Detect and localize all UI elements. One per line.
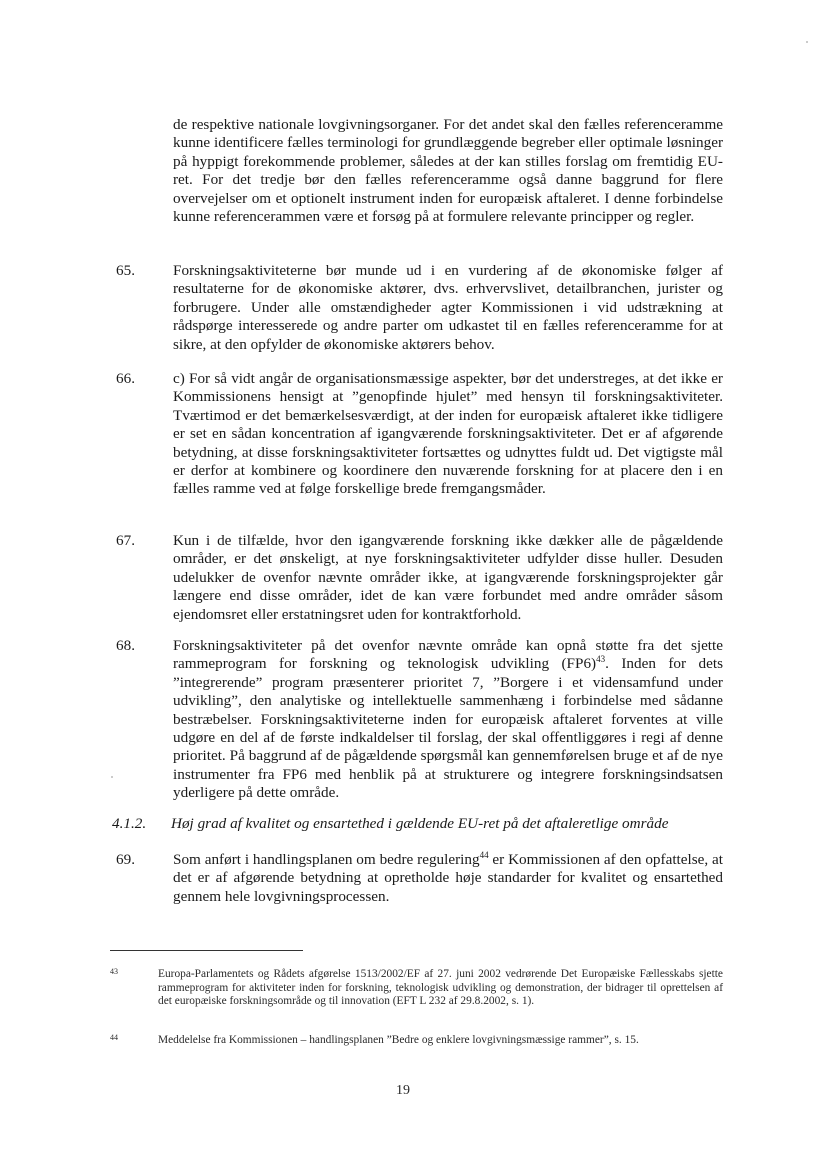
footnote-ref-43[interactable]: 43 (596, 654, 606, 665)
paragraph-text: c) For så vidt angår de organisationsmæssige aspekter, bør det understreges, at det ikke er Kommissionens hensigt at ”genopfinde hjulet” med hensyn til forskningsaktiviteter. Tværtimod er det bemærkelsesværdigt, at der inden for europæisk aftaleret ikke tidligere er set en sådan koncentration af igangværende forskningsaktiviteter. Det er af afgørende betydning, at disse forskningsaktiviteter fortsættes og udnyttes fuldt ud. Det vigtigste mål er derfor at kombinere og koordinere den nuværende forskning for at placere den i en fælles ramme ved at følge forskellige brede fremgangsmåder. (173, 370, 723, 498)
paragraph-69 (116, 851, 723, 906)
section-number: 4.1.2. (112, 815, 147, 832)
paragraph-number: 68. (116, 637, 135, 654)
footnote-44 (110, 1034, 723, 1048)
paragraph-number: 69. (116, 851, 135, 868)
paragraph-text: Forskningsaktiviteterne bør munde ud i en vurdering af de økonomiske følger af resultaterne for de økonomiske aktører, dvs. erhvervslivet, detailbranchen, jurister og forbrugere. Under alle omstændigheder agter Kommissionen i vid udstrækning at rådspørge interesserede og andre parter om udkastet til en fælles referenceramme for at sikre, at den opfylder de økonomiske aktørers behov. (173, 262, 723, 353)
paragraph-text (173, 851, 723, 906)
footnote-text: Meddelelse fra Kommissionen – handlingsplanen ”Bedre og enklere lovgivningsmæssige rammer”, s. 15. (158, 1034, 639, 1046)
paragraph-68 (116, 637, 723, 803)
continuation-paragraph: de respektive nationale lovgivningsorganer. For det andet skal den fælles referenceramme kunne identificere fælles terminologi for grundlæggende begreber eller optimale løsninger på hyppigt forekommende problemer, således at der kan stilles forslag om fremtidig EU-ret. For det tredje bør den fælles referenceramme også danne baggrund for flere overvejelser om et optionelt instrument inden for europæisk aftaleret. I denne forbindelse kunne referencerammen være et forsøg på at formulere relevante principper og regler. (173, 116, 723, 226)
footnote-number: 43 (110, 967, 118, 976)
text-after-footnote: . Inden for dets ”integrerende” program præsenterer prioritet 7, ”Borgere i et vidensamfund under udvikling”, den analytiske og intellektuelle sammenhæng i forbindelse med sådanne bestræbelser. Forskningsaktiviteterne inden for europæisk aftaleret forventes at ville udgøre en del af de første indkaldelser til forslag, der skal offentliggøres i regi af denne prioritet. På baggrund af de pågældende spørgsmål kan gennemførelsen bruge et af de nye instrumenter fra FP6 med henblik på at strukturere og integrere forskningsindsatsen yderligere på dette område. (173, 655, 723, 802)
text-after-footnote: er Kommissionen af den opfattelse, at det er af afgørende betydning at opretholde høje standarder for kvalitet og ensartethed gennem hele lovgivningsprocessen. (173, 851, 723, 905)
paragraph-text (173, 637, 723, 803)
scan-speck (806, 41, 808, 43)
text-before-footnote: Som anført i handlingsplanen om bedre regulering (173, 851, 480, 868)
paragraph-number: 67. (116, 532, 135, 549)
footnote-ref-44[interactable]: 44 (479, 849, 489, 860)
paragraph-66 (116, 370, 723, 499)
footnote-number: 44 (110, 1033, 118, 1042)
footnote-43 (110, 968, 723, 1009)
paragraph-text: Kun i de tilfælde, hvor den igangværende forskning ikke dækker alle de pågældende områder, er det ønskeligt, at nye forskningsaktiviteter udfylder disse huller. Desuden udelukker de ovenfor nævnte områder ikke, at igangværende forskningsprojekter går længere end disse områder, idet de kan være forbundet med andre områder såsom ejendomsret eller erstatningsret uden for kontraktforhold. (173, 532, 723, 623)
paragraph-67 (116, 532, 723, 624)
page-number: 19 (396, 1083, 410, 1098)
footnote-text: Europa-Parlamentets og Rådets afgørelse 1513/2002/EF af 27. juni 2002 vedrørende Det Europæiske Fællesskabs sjette rammeprogram for aktiviteter inden for forskning, teknologisk udvikling og demonstration, der bidrager til oprettelsen af det europæiske forskningsområde og til innovation (EFT L 232 af 29.8.2002, s. 1). (158, 968, 723, 1008)
paragraph-65 (116, 262, 723, 354)
footnote-separator (110, 950, 303, 951)
section-title: Høj grad af kvalitet og ensartethed i gældende EU-ret på det aftaleretlige område (171, 815, 669, 832)
paragraph-number: 66. (116, 370, 135, 387)
section-heading (112, 815, 723, 833)
scan-speck (111, 776, 113, 778)
paragraph-number: 65. (116, 262, 135, 279)
text-before-footnote: Forskningsaktiviteter på det ovenfor nævnte område kan opnå støtte fra det sjette rammeprogram for forskning og teknologisk udvikling (FP6) (173, 637, 723, 673)
